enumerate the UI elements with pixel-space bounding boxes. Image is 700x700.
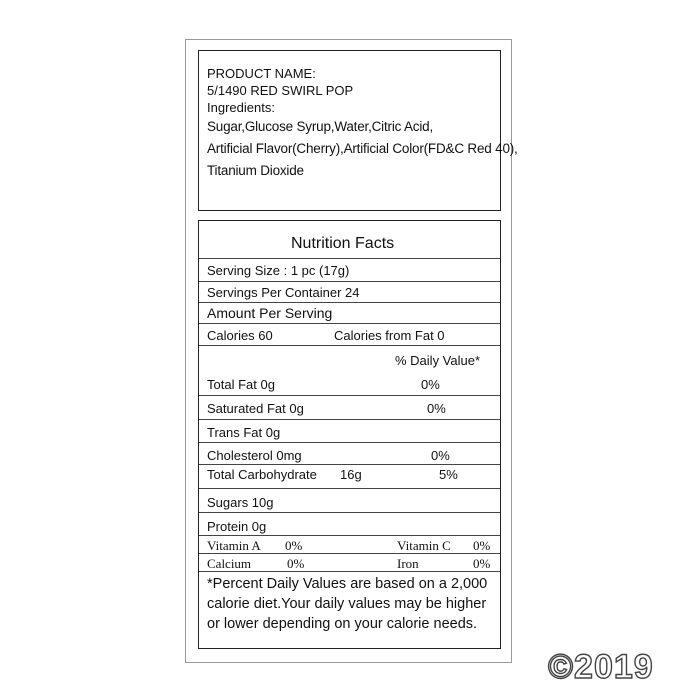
nutrition-title-row <box>199 221 500 259</box>
total-fat-row <box>199 346 500 396</box>
nutrient-dv: 0% <box>427 401 446 416</box>
calories: Calories 60 <box>207 328 273 343</box>
copyright-watermark: ©2019 <box>548 648 654 686</box>
nutrition-facts-panel <box>198 220 501 649</box>
amount-per-serving-row <box>199 303 500 324</box>
nutrient-name: Protein 0g <box>207 519 267 534</box>
nutrient-amount: 16g <box>340 467 362 482</box>
mineral-name: Calcium <box>207 556 252 571</box>
nutrient-name: Total Fat 0g <box>207 377 275 392</box>
nutrient-name: Saturated Fat 0g <box>207 401 304 416</box>
servings-per-container: Servings Per Container 24 <box>207 285 360 300</box>
sugars-row <box>199 489 500 513</box>
serving-size-row <box>199 259 500 282</box>
nutrition-title: Nutrition Facts <box>291 235 395 252</box>
vitamin-value: 0% <box>285 538 303 553</box>
nutrient-name: Total Carbohydrate <box>207 467 317 482</box>
vitamin-row <box>199 536 500 554</box>
footnote-line: *Percent Daily Values are based on a 2,000 <box>207 576 488 592</box>
product-name-value: 5/1490 RED SWIRL POP <box>207 83 354 98</box>
nutrient-dv: 0% <box>421 377 440 392</box>
product-label <box>185 39 518 663</box>
mineral-row <box>199 554 500 572</box>
vitamin-name: Vitamin C <box>397 538 451 553</box>
vitamin-name: Vitamin A <box>207 538 261 553</box>
trans-fat-row <box>199 420 500 443</box>
ingredients-box <box>198 50 518 211</box>
footnote-line: or lower depending on your calorie needs. <box>207 616 478 632</box>
nutrient-dv: 0% <box>431 448 450 463</box>
nutrient-name: Cholesterol 0mg <box>207 448 302 463</box>
ingredients-line: Sugar,Glucose Syrup,Water,Citric Acid, <box>207 119 433 134</box>
total-carbohydrate-row <box>199 465 500 489</box>
daily-value-header: % Daily Value* <box>395 353 481 368</box>
protein-row <box>199 513 500 536</box>
cholesterol-row <box>199 443 500 465</box>
ingredients-line: Artificial Flavor(Cherry),Artificial Color(FD&C Red 40), <box>207 141 518 156</box>
serving-size: Serving Size : 1 pc (17g) <box>207 263 350 278</box>
calories-row <box>199 324 500 346</box>
daily-values-footnote <box>207 574 497 634</box>
vitamin-value: 0% <box>473 538 491 553</box>
calories-from-fat: Calories from Fat 0 <box>334 328 445 343</box>
ingredients-line: Titanium Dioxide <box>207 163 304 178</box>
mineral-name: Iron <box>397 556 419 571</box>
product-name-label: PRODUCT NAME: <box>207 66 316 81</box>
saturated-fat-row <box>199 396 500 420</box>
servings-row <box>199 282 500 303</box>
nutrient-name: Sugars 10g <box>207 495 274 510</box>
mineral-value: 0% <box>473 556 491 571</box>
ingredients-label: Ingredients: <box>207 100 275 115</box>
footnote-line: calorie diet.Your daily values may be higher <box>207 596 487 612</box>
nutrient-name: Trans Fat 0g <box>207 425 281 440</box>
nutrient-dv: 5% <box>439 467 458 482</box>
mineral-value: 0% <box>287 556 305 571</box>
amount-per-serving: Amount Per Serving <box>207 305 333 321</box>
